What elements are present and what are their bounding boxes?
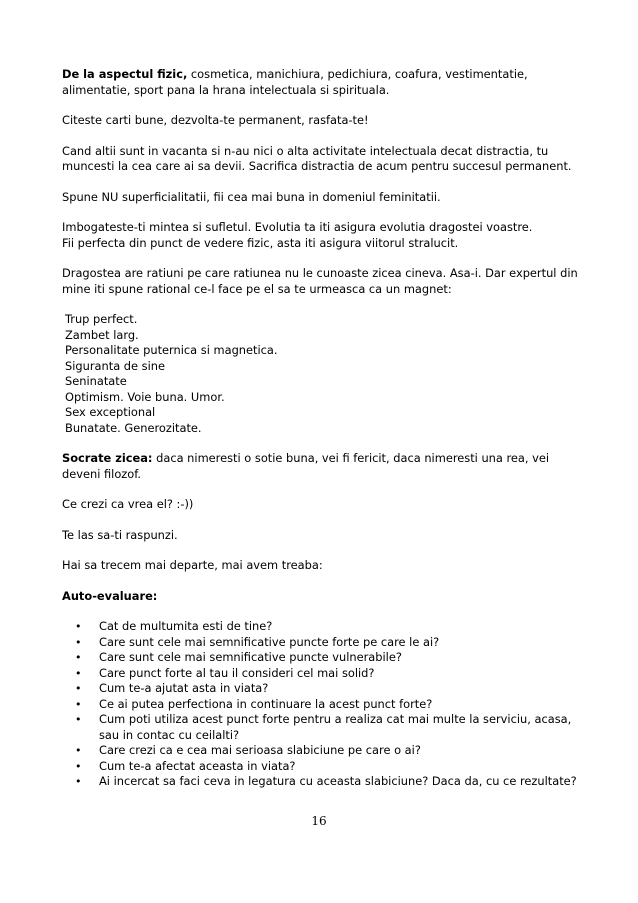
trait-item: Trup perfect. (65, 312, 138, 326)
question-text: Care sunt cele mai semnificative puncte forte pe care le ai? (99, 634, 440, 649)
question-text: Cat de multumita esti de tine? (99, 619, 273, 633)
paragraph-what-he-wants: Ce crezi ca vrea el? :-)) (62, 497, 194, 511)
traits-list (65, 312, 582, 436)
paragraph-read-books: Citeste carti bune, dezvolta-te permanent, rasfata-te! (62, 113, 369, 127)
question-item (75, 681, 582, 697)
paragraph-love-reasons: Dragostea are ratiuni pe care ratiunea nu le cunoaste zicea cineva. Asa-i. Dar expertul din mine iti spune rational ce-l face pe el sa te urmeasca ca un magnet: (62, 266, 578, 296)
paragraph-socrates (62, 451, 582, 482)
bullet-icon: • (75, 651, 82, 664)
paragraph-enrich (62, 220, 582, 251)
question-item (75, 696, 582, 713)
question-item (75, 650, 582, 666)
heading-self-evaluation: Auto-evaluare: (62, 588, 158, 603)
question-text: Care sunt cele mai semnificative puncte vulnerabile? (99, 650, 402, 664)
bullet-icon: • (75, 682, 82, 695)
question-item (75, 619, 582, 635)
bullet-icon: • (75, 666, 82, 680)
question-text: Ce ai putea perfectiona in continuare la acest punct forte? (99, 696, 433, 711)
question-text: Care punct forte al tau il consideri cel mai solid? (99, 665, 375, 680)
paragraph-physical-aspect (62, 67, 582, 98)
trait-item: Sex exceptional (65, 405, 156, 419)
question-text: Ai incercat sa faci ceva in legatura cu aceasta slabiciune? Daca da, cu ce rezultate? (99, 774, 577, 788)
bullet-icon: • (75, 697, 82, 711)
bullet-icon: • (75, 744, 82, 757)
page-number: 16 (311, 814, 327, 828)
paragraph-vacation: Cand altii sunt in vacanta si n-au nici o alta activitate intelectuala decat distractia, tu muncesti la cea care ai sa devii. Sacrifica distractia de acum pentru succesul permanent. (62, 143, 572, 173)
question-text: Cum poti utiliza acest punct forte pentru a realiza cat mai multe la serviciu, acasa, sau in contac cu ceilalti? (99, 712, 572, 742)
question-item (75, 758, 582, 775)
trait-item: Siguranta de sine (65, 358, 165, 373)
question-item (75, 665, 582, 682)
bullet-icon: • (75, 775, 82, 788)
paragraph-say-no: Spune NU superficialitatii, fii cea mai buna in domeniul feminitatii. (62, 189, 441, 204)
paragraph-enrich-line-1: Imbogateste-ti mintea si sufletul. Evolutia ta iti asigura evolutia dragostei voastre. (62, 220, 533, 234)
self-evaluation-questions (62, 619, 582, 790)
paragraph-enrich-line-2: Fii perfecta din punct de vedere fizic, asta iti asigura viitorul stralucit. (62, 235, 459, 250)
bold-lead-socrates: Socrate zicea: (62, 451, 153, 465)
paragraph-physical-text: cosmetica, manichiura, pedichiura, coafura, vestimentatie, alimentatie, sport pana la hrana intelectuala si spirituala. (62, 67, 528, 97)
trait-item: Zambet larg. (65, 327, 139, 342)
question-text: Cum te-a ajutat asta in viata? (99, 681, 269, 695)
question-item (75, 774, 582, 790)
paragraph-answer-yourself: Te las sa-ti raspunzi. (62, 527, 178, 542)
bullet-icon: • (75, 713, 82, 726)
trait-item: Personalitate puternica si magnetica. (65, 343, 278, 357)
question-item (75, 634, 582, 651)
trait-item: Seninatate (65, 374, 127, 388)
question-item (75, 712, 582, 743)
paragraph-move-on: Hai sa trecem mai departe, mai avem treaba: (62, 558, 323, 572)
page-content (62, 67, 582, 790)
question-text: Care crezi ca e cea mai serioasa slabiciune pe care o ai? (99, 743, 421, 757)
bold-lead-physical: De la aspectul fizic, (62, 67, 188, 81)
paragraph-socrates-text: daca nimeresti o sotie buna, vei fi fericit, daca nimeresti una rea, vei deveni filozof. (62, 451, 550, 481)
trait-item: Bunatate. Generozitate. (65, 420, 202, 435)
trait-item: Optimism. Voie buna. Umor. (65, 389, 225, 404)
question-text: Cum te-a afectat aceasta in viata? (99, 758, 296, 773)
bullet-icon: • (75, 759, 82, 773)
bullet-icon: • (75, 620, 82, 633)
question-item (75, 743, 582, 759)
bullet-icon: • (75, 635, 82, 649)
